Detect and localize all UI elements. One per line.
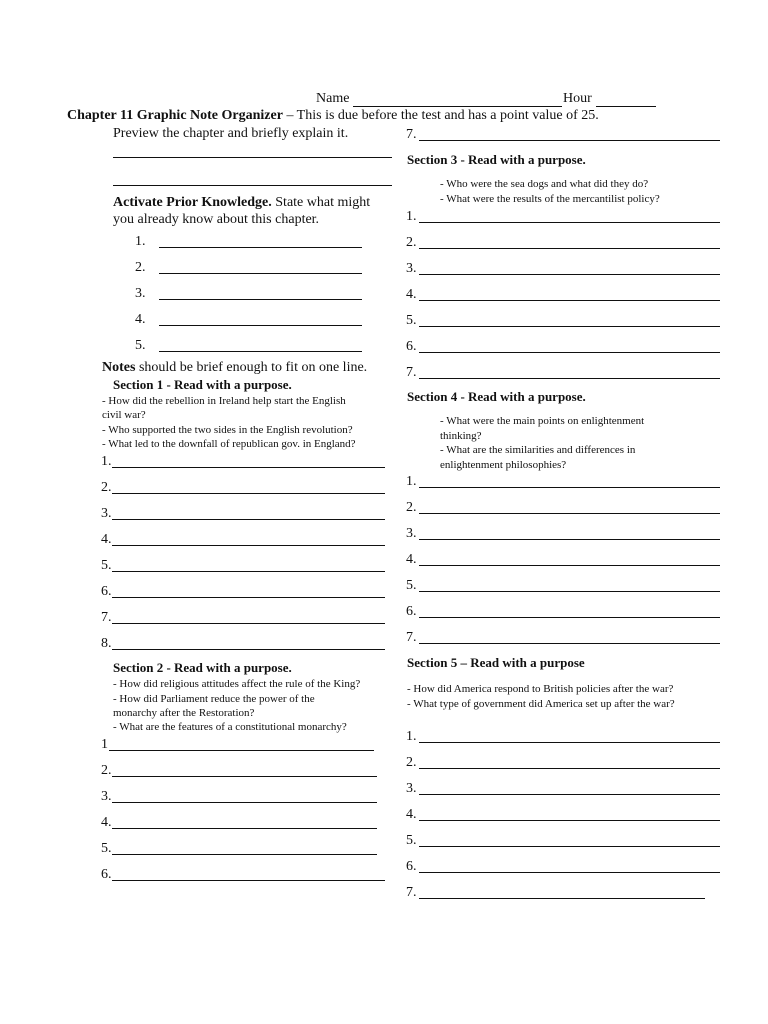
section1-item: 2. [101,477,391,495]
section2-blank[interactable] [112,802,377,803]
section3-item: 3. [406,258,722,276]
section3-item: 5. [406,310,722,328]
section3-question: - What were the results of the mercantilist policy? [440,193,660,205]
section4-question: - What were the main points on enlightenment [440,415,645,427]
preview-line-2[interactable] [113,185,392,186]
section3-blank[interactable] [419,326,720,327]
section5-item: 1. [406,726,722,744]
section5-item: 3. [406,778,722,796]
section4-item: 5. [406,575,722,593]
section3-blank[interactable] [419,378,720,379]
section4-item: 4. [406,549,722,567]
section2-item: 3. [101,786,381,804]
section2-blank[interactable] [112,854,377,855]
section2-item: 4. [101,812,381,830]
section4-item: 7. [406,627,722,645]
section1-item: 3. [101,503,391,521]
section1-blank[interactable] [112,467,385,468]
section1-question: - Who supported the two sides in the English revolution? [102,424,353,436]
section3-blank[interactable] [419,274,720,275]
section2-blank[interactable] [112,828,377,829]
section2-blank[interactable] [109,750,374,751]
preview-instruction: Preview the chapter and briefly explain it. [113,126,349,141]
section3-blank[interactable] [419,300,720,301]
section1-blank[interactable] [112,493,385,494]
section4-blank[interactable] [419,643,720,644]
section5-item: 7. [406,882,706,900]
section5-question: - How did America respond to British policies after the war? [407,683,674,695]
prior-knowledge-line-2: you already know about this chapter. [113,212,320,227]
section5-blank[interactable] [419,846,720,847]
prior-knowledge-text: State what might [271,195,371,210]
section4-item: 2. [406,497,722,515]
name-label: Name [316,91,350,106]
section4-blank[interactable] [419,617,720,618]
prior-item: 1. [135,231,365,249]
section5-blank[interactable] [419,872,720,873]
section1-blank[interactable] [112,519,385,520]
section4-blank[interactable] [419,591,720,592]
section1-question: - What led to the downfall of republican gov. in England? [102,438,356,450]
section2-question: - How did Parliament reduce the power of the [113,693,315,705]
preview-right-item: 7. [406,124,722,142]
page-title: Chapter 11 Graphic Note Organizer [67,108,283,123]
section3-item: 1. [406,206,722,224]
section2-question: - How did religious attitudes affect the rule of the King? [113,678,361,690]
section1-blank[interactable] [112,649,385,650]
prior-knowledge-title: Activate Prior Knowledge. [113,195,272,210]
section5-blank[interactable] [419,820,720,821]
section2-title: Section 2 - Read with a purpose. [113,660,292,675]
prior-knowledge-line-1 [113,195,370,211]
section5-item: 5. [406,830,722,848]
section4-question: - What are the similarities and differences in [440,444,636,456]
section3-question: - Who were the sea dogs and what did they do? [440,178,649,190]
hour-blank[interactable] [596,106,656,107]
prior-blank[interactable] [159,247,362,248]
section1-blank[interactable] [112,623,385,624]
prior-blank[interactable] [159,351,362,352]
notes-instruction [102,360,367,376]
section4-title: Section 4 - Read with a purpose. [407,389,586,404]
section5-title: Section 5 – Read with a purpose [407,655,585,670]
section3-item: 7. [406,362,722,380]
section2-item: 2. [101,760,381,778]
section1-question: civil war? [102,409,146,421]
section4-question: thinking? [440,430,482,442]
preview-line-1[interactable] [113,157,392,158]
section3-blank[interactable] [419,352,720,353]
section5-item: 4. [406,804,722,822]
notes-text: should be brief enough to fit on one line. [135,360,368,375]
section2-question: monarchy after the Restoration? [113,707,255,719]
section1-item: 8. [101,633,391,651]
section3-item: 6. [406,336,722,354]
section2-item: 6. [101,864,391,882]
section5-item: 6. [406,856,722,874]
section3-blank[interactable] [419,222,720,223]
section1-title: Section 1 - Read with a purpose. [113,377,292,392]
section1-question: - How did the rebellion in Ireland help start the English [102,395,346,407]
hour-label: Hour [563,91,592,106]
prior-item: 2. [135,257,365,275]
section3-blank[interactable] [419,248,720,249]
section2-blank[interactable] [112,776,377,777]
section5-item: 2. [406,752,722,770]
section3-title: Section 3 - Read with a purpose. [407,152,586,167]
prior-blank[interactable] [159,299,362,300]
section4-question: enlightenment philosophies? [440,459,567,471]
section4-blank[interactable] [419,565,720,566]
section4-item: 1. [406,471,722,489]
section5-blank[interactable] [419,898,705,899]
section1-item: 1. [101,451,391,469]
section1-item: 7. [101,607,391,625]
prior-blank[interactable] [159,325,362,326]
section4-blank[interactable] [419,487,720,488]
section1-item: 4. [101,529,391,547]
section1-blank[interactable] [112,571,385,572]
section3-item: 2. [406,232,722,250]
section4-blank[interactable] [419,513,720,514]
prior-item: 5. [135,335,365,353]
section1-blank[interactable] [112,597,385,598]
section5-blank[interactable] [419,742,720,743]
section1-blank[interactable] [112,545,385,546]
section1-item: 5. [101,555,391,573]
section4-blank[interactable] [419,539,720,540]
page-subtitle: – This is due before the test and has a point value of 25. [282,108,599,123]
preview-right-blank[interactable] [419,140,720,141]
section2-item: 1 [101,734,381,752]
notes-bold: Notes [102,360,136,375]
page-title-line [67,108,599,124]
section3-item: 4. [406,284,722,302]
prior-blank[interactable] [159,273,362,274]
section2-item: 5. [101,838,381,856]
prior-item: 3. [135,283,365,301]
section5-question: - What type of government did America set up after the war? [407,698,675,710]
section5-blank[interactable] [419,794,720,795]
name-blank[interactable] [353,106,562,107]
section1-item: 6. [101,581,391,599]
section2-question: - What are the features of a constitutional monarchy? [113,721,347,733]
section2-blank[interactable] [112,880,385,881]
section4-item: 6. [406,601,722,619]
section4-item: 3. [406,523,722,541]
prior-item: 4. [135,309,365,327]
section5-blank[interactable] [419,768,720,769]
